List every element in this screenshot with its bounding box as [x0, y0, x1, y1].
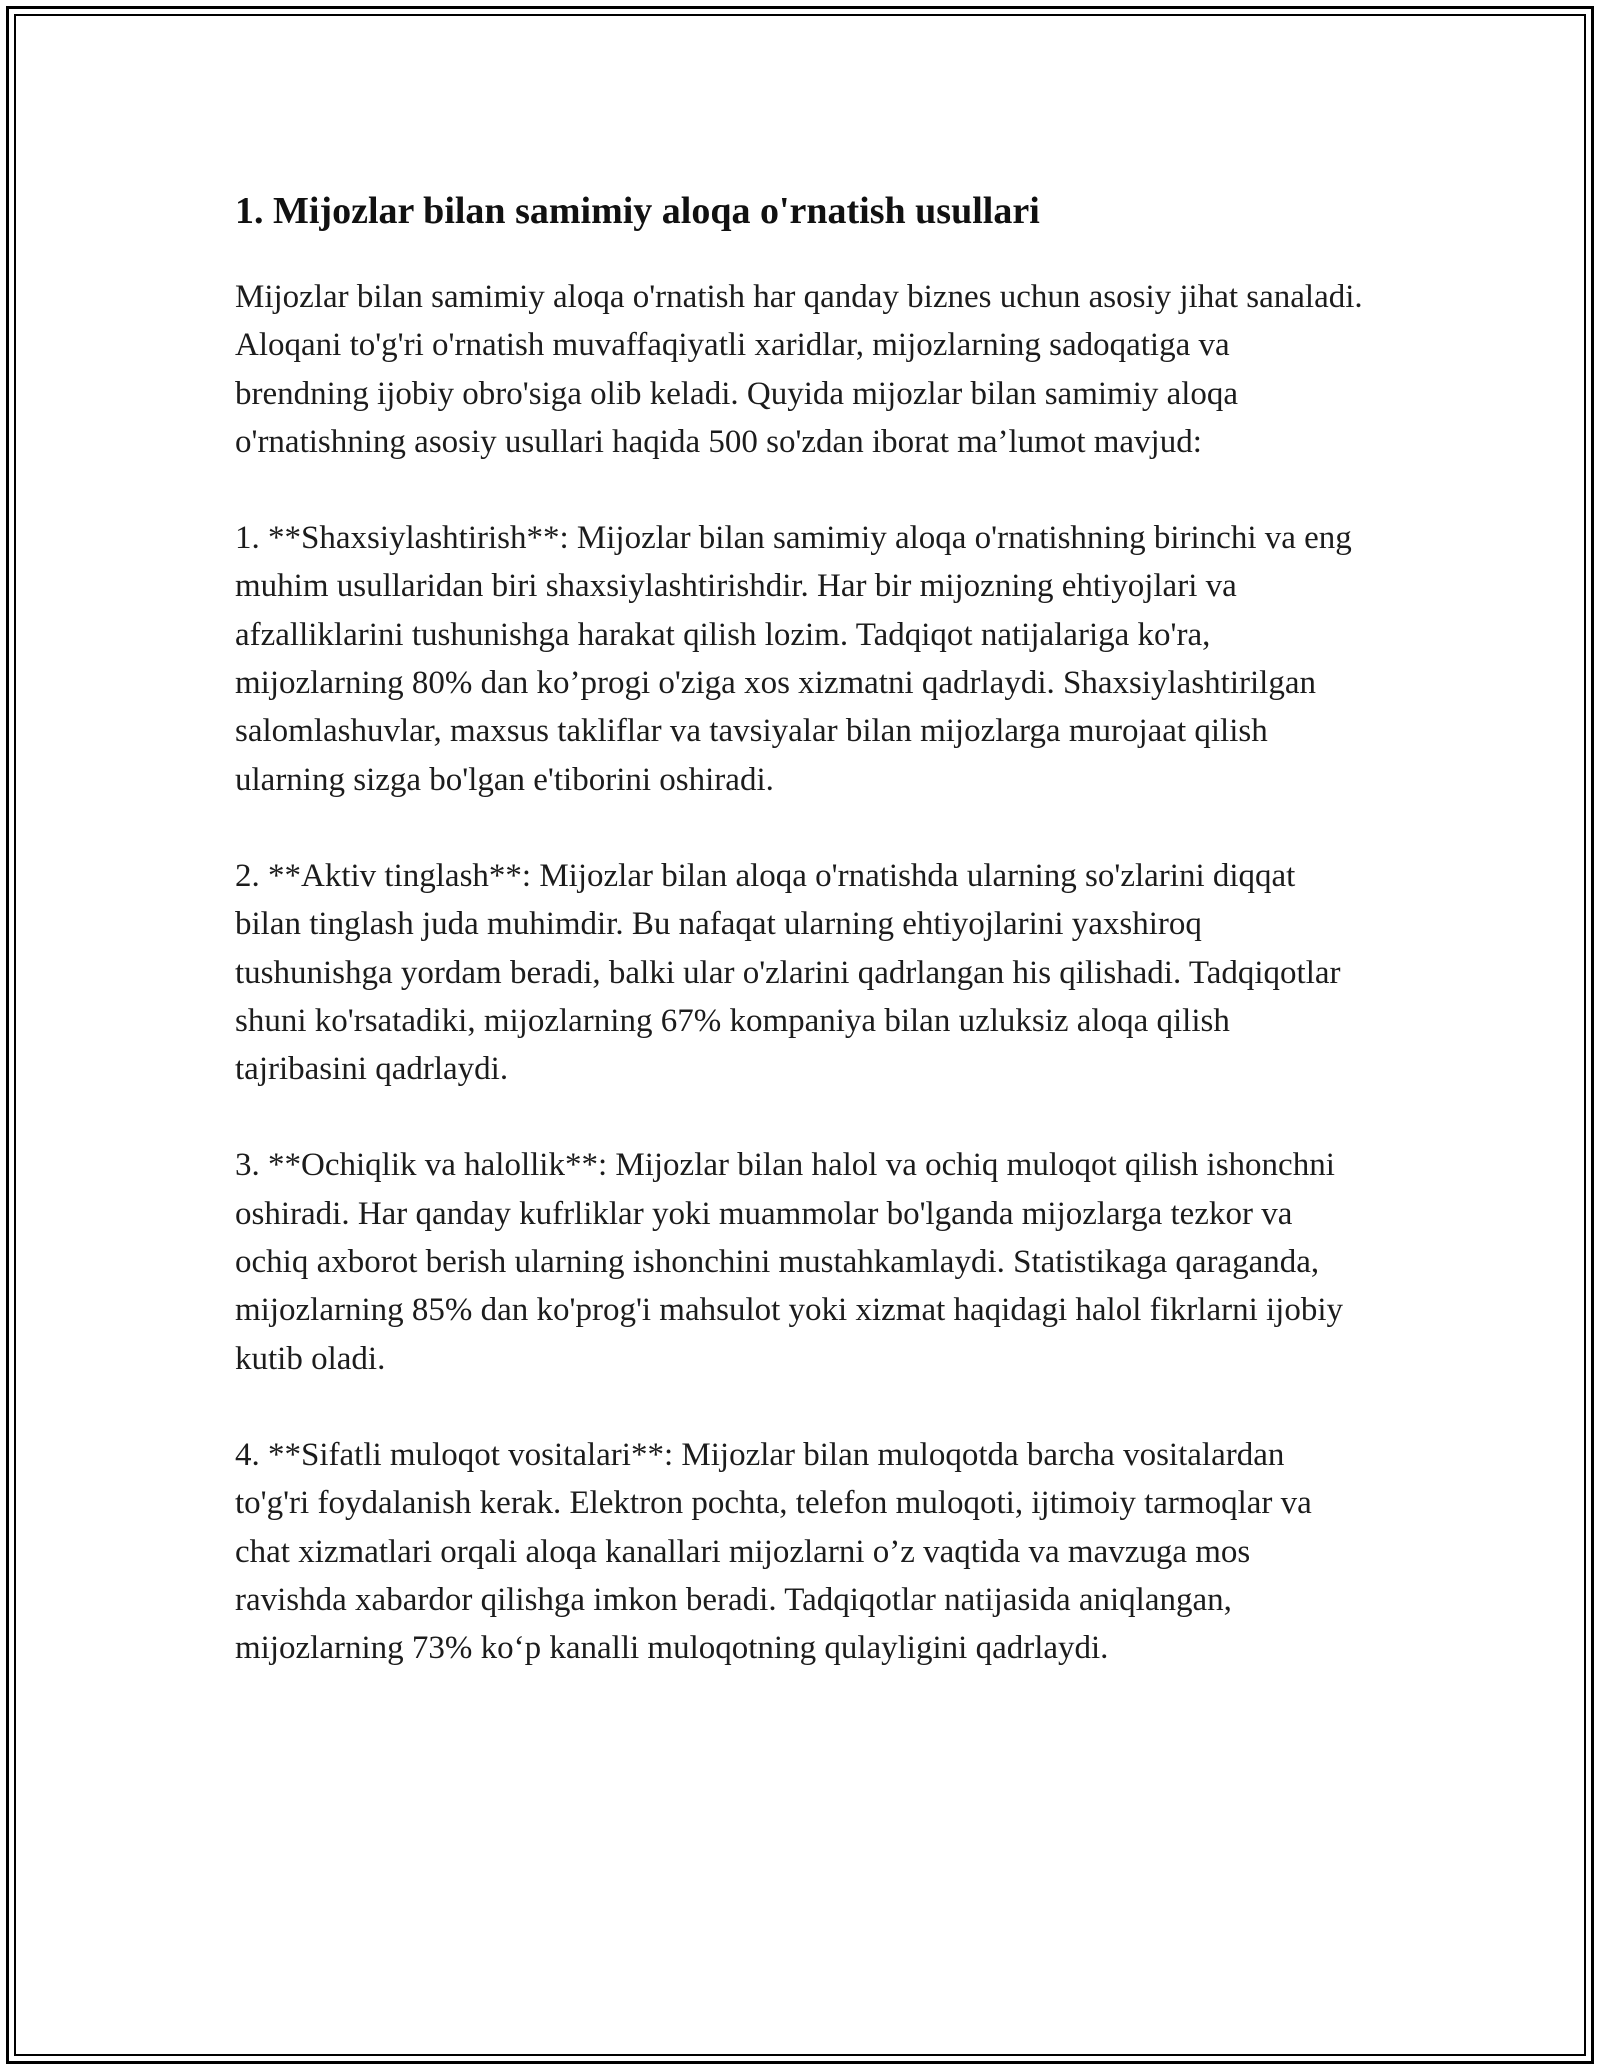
intro-paragraph: Mijozlar bilan samimiy aloqa o'rnatish har qanday biznes uchun asosiy jihat sanaladi. Aloqani to'g'ri o'rnatish muvaffaqiyatli xaridlar, mijozlarning sadoqatiga va brendning ijobiy obro'siga olib keladi. Quyida mijozlar bilan samimiy aloqa o'rnatishning asosiy usullari haqida 500 so'zdan iborat ma’lumot mavjud:	[235, 279, 1363, 460]
document-title: 1. Mijozlar bilan samimiy aloqa o'rnatish usullari	[235, 190, 1040, 232]
document-body	[235, 186, 1365, 1720]
paragraph-openness-honesty: 3. **Ochiqlik va halollik**: Mijozlar bilan halol va ochiq muloqot qilish ishonchni oshiradi. Har qanday kufrliklar yoki muammolar bo'lganda mijozlarga tezkor va ochiq axborot berish ularning ishonchini mustahkamlaydi. Statistikaga qaraganda, mijozlarning 85% dan ko'prog'i mahsulot yoki xizmat haqidagi halol fikrlarni ijobiy kutib oladi.	[235, 1147, 1344, 1377]
paragraph-active-listening: 2. **Aktiv tinglash**: Mijozlar bilan aloqa o'rnatishda ularning so'zlarini diqqat bilan tinglash juda muhimdir. Bu nafaqat ularning ehtiyojlarini yaxshiroq tushunishga yordam beradi, balki ular o'zlarini qadrlangan his qilishadi. Tadqiqotlar shuni ko'rsatadiki, mijozlarning 67% kompaniya bilan uzluksiz aloqa qilish tajribasini qadrlaydi.	[235, 857, 1341, 1088]
paragraph-communication-tools: 4. **Sifatli muloqot vositalari**: Mijozlar bilan muloqotda barcha vositalardan to'g'ri foydalanish kerak. Elektron pochta, telefon muloqoti, ijtimoiy tarmoqlar va chat xizmatlari orqali aloqa kanallari mijozlarni o’z vaqtida va mavzuga mos ravishda xabardor qilishga imkon beradi. Tadqiqotlar natijasida aniqlangan, mijozlarning 73% ko‘p kanalli muloqotning qulayligini qadrlaydi.	[235, 1436, 1312, 1667]
paragraph-personalization: 1. **Shaxsiylashtirish**: Mijozlar bilan samimiy aloqa o'rnatishning birinchi va eng muhim usullaridan biri shaxsiylashtirishdir. Har bir mijozning ehtiyojlari va afzalliklarini tushunishga harakat qilish lozim. Tadqiqot natijalariga ko'ra, mijozlarning 80% dan ko’progi o'ziga xos xizmatni qadrlaydi. Shaxsiylashtirilgan salomlashuvlar, maxsus takliflar va tavsiyalar bilan mijozlarga murojaat qilish ularning sizga bo'lgan e'tiborini oshiradi.	[235, 520, 1352, 798]
